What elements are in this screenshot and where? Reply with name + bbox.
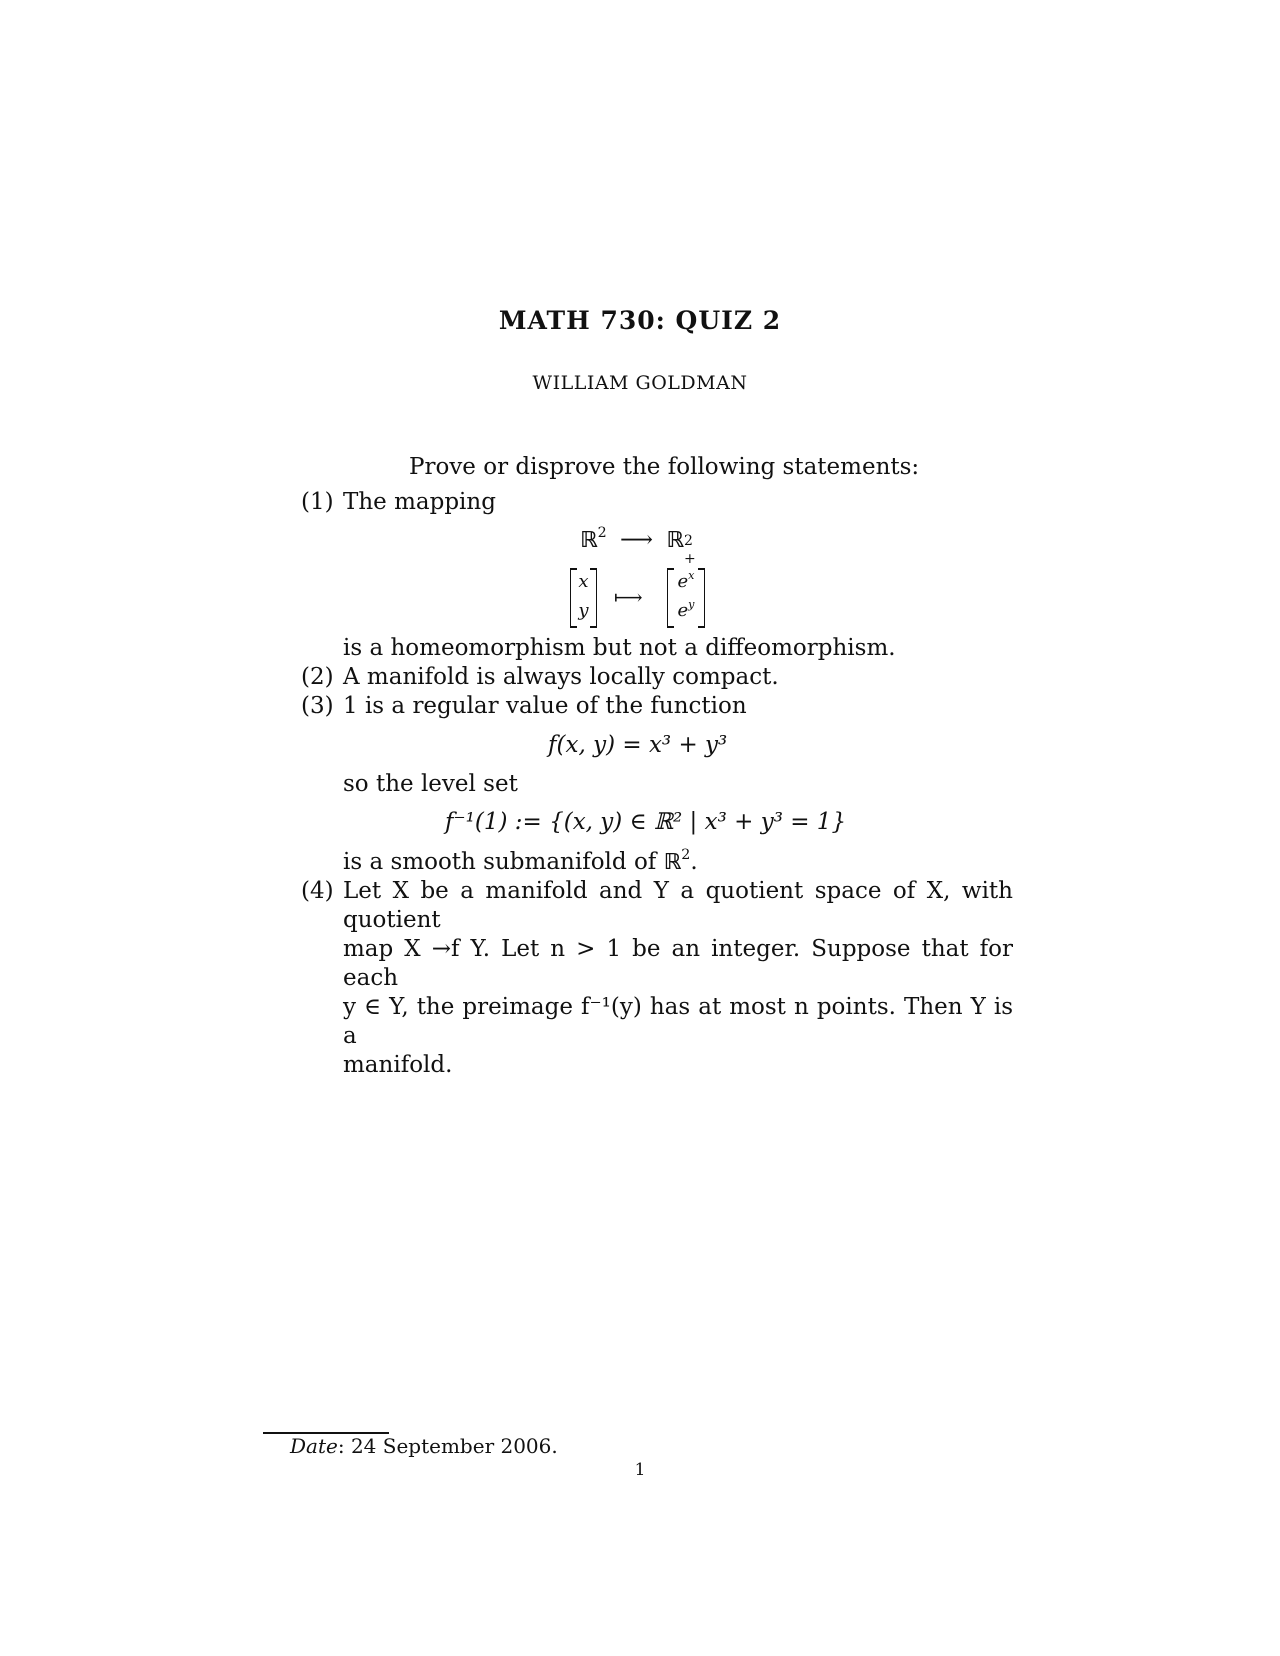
- map-domain-codomain: [580, 525, 698, 567]
- item-1-tail: is a homeomorphism but not a diffeomorphism.: [343, 635, 896, 661]
- map-domain-exp: 2: [597, 525, 607, 542]
- map-codomain-exp: 2: [683, 533, 693, 549]
- item-3-tail: is a smooth submanifold of ℝ$^2$.: [343, 847, 698, 875]
- author-name: WILLIAM GOLDMAN: [532, 372, 748, 394]
- map-domain: ℝ: [580, 528, 598, 553]
- item-4-paragraph: [343, 877, 1013, 1080]
- item-4-line-2: map X →f Y. Let n > 1 be an integer. Suppose that for each: [343, 936, 1013, 991]
- item-4-number: (4): [301, 878, 334, 904]
- input-vector-y: y: [578, 600, 589, 621]
- maps-to-arrow: ⟼: [614, 585, 643, 609]
- output-vector-ex: $e^x$: [677, 569, 695, 592]
- output-vector-ey: $e^y$: [677, 598, 695, 621]
- item-4-line-1: Let X be a manifold and Y a quotient space of X, with quotient: [343, 878, 1013, 933]
- page-number: 1: [634, 1460, 646, 1480]
- item-1-lead: The mapping: [343, 489, 496, 515]
- paper-title: MATH 730: QUIZ 2: [498, 306, 782, 335]
- item-3-middle: so the level set: [343, 771, 518, 797]
- item-3-number: (3): [301, 693, 334, 719]
- function-equation: f(x, y) = x³ + y³: [548, 732, 728, 758]
- output-vector: [667, 568, 705, 628]
- footnote-date: Date: 24 September 2006.: [290, 1434, 558, 1458]
- item-1-number: (1): [301, 489, 334, 515]
- intro-text: Prove or disprove the following statements:: [409, 454, 920, 480]
- item-3-lead: 1 is a regular value of the function: [343, 693, 747, 719]
- map-codomain-sub: +: [683, 551, 696, 567]
- input-vector: [570, 568, 597, 628]
- input-vector-x: x: [578, 571, 589, 592]
- map-codomain: ℝ: [666, 528, 684, 553]
- item-2-number: (2): [301, 664, 334, 690]
- item-4-line-4: manifold.: [343, 1052, 453, 1078]
- map-arrow: ⟶: [620, 527, 654, 553]
- level-set-equation: f⁻¹(1) := {(x, y) ∈ ℝ² | x³ + y³ = 1}: [445, 809, 847, 835]
- item-2-text: A manifold is always locally compact.: [343, 664, 779, 690]
- item-4-line-3: y ∈ Y, the preimage f⁻¹(y) has at most n points. Then Y is a: [343, 994, 1013, 1049]
